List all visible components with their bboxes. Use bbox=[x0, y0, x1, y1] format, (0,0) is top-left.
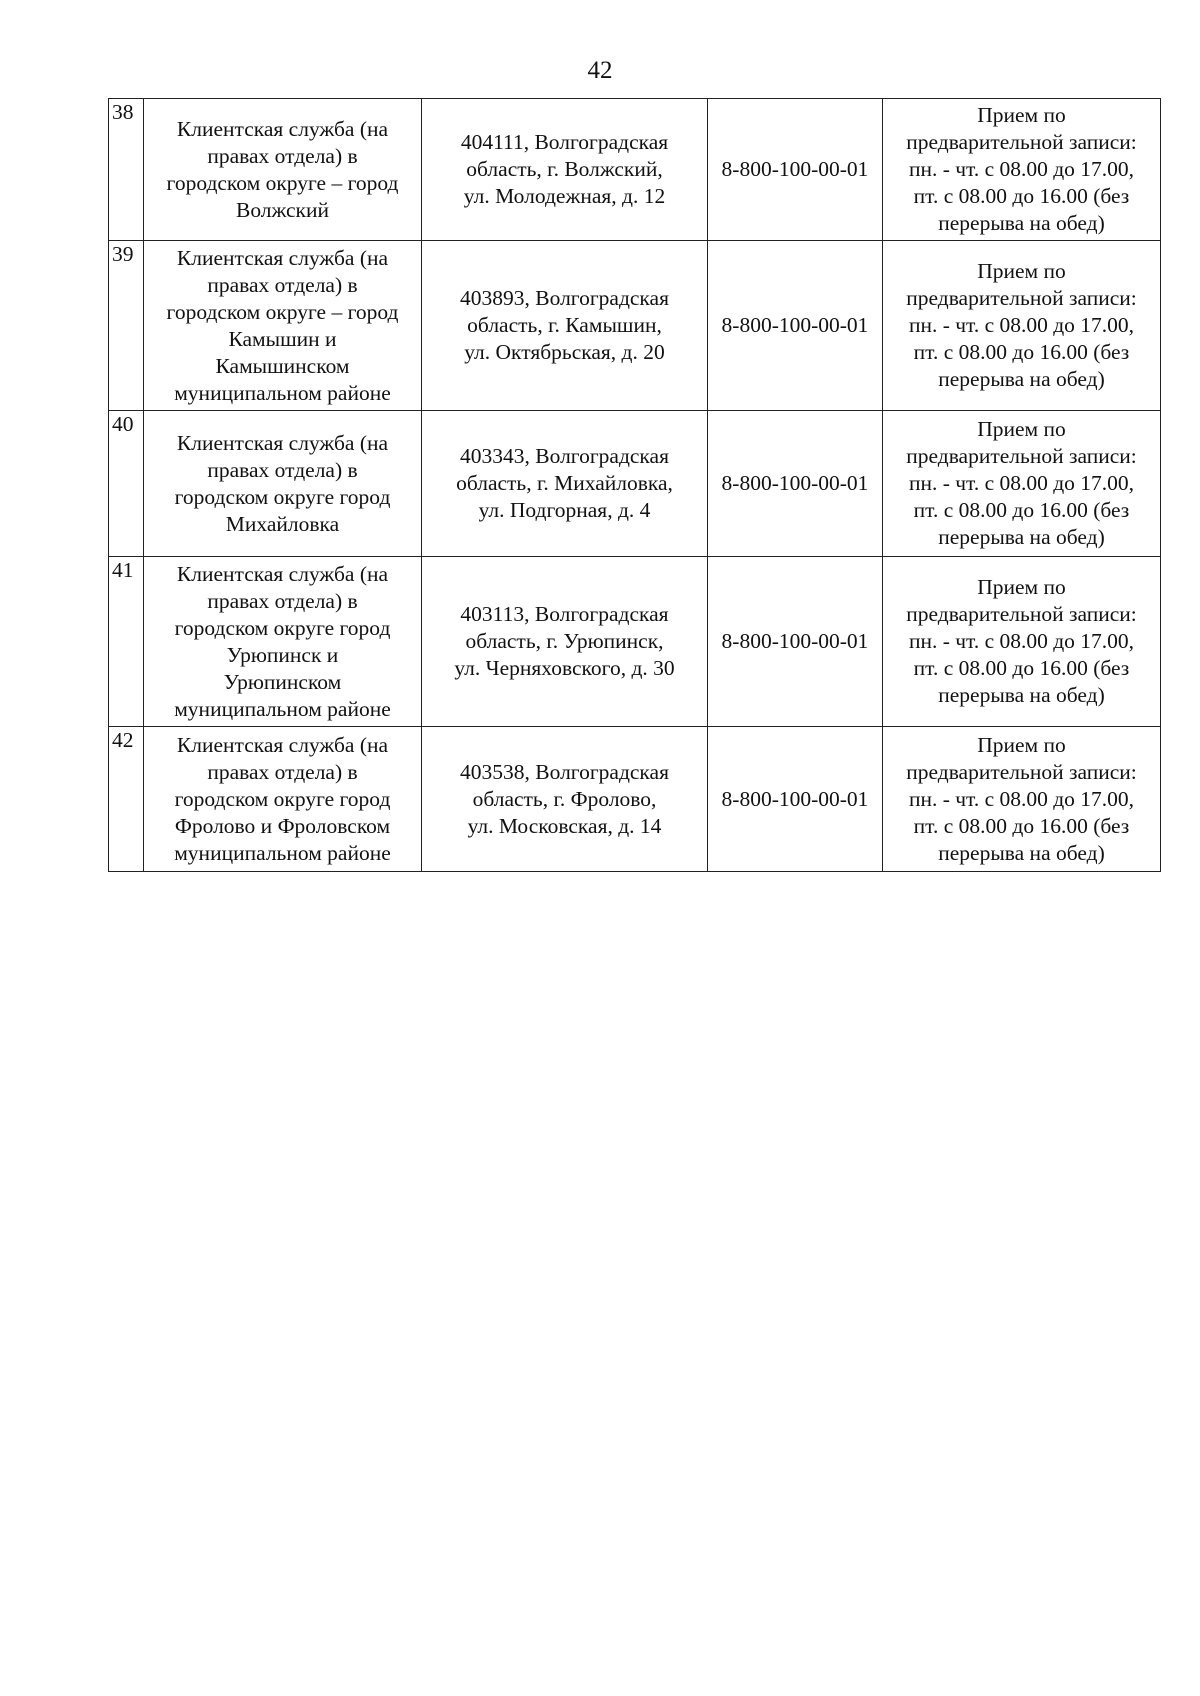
office-schedule-cell bbox=[883, 727, 1161, 872]
table-row bbox=[109, 241, 1161, 411]
table-row bbox=[109, 411, 1161, 557]
row-number: 38 bbox=[109, 99, 144, 241]
office-name: Клиентская служба (на правах отдела) в городском округе город Урюпинск и Урюпинском муниципальном районе bbox=[174, 561, 391, 721]
office-schedule: Прием по предварительной записи: пн. - чт. с 08.00 до 17.00, пт. с 08.00 до 16.00 (без перерыва на обед) bbox=[906, 417, 1137, 549]
office-address: 404111, Волгоградская область, г. Волжский, ул. Молодежная, д. 12 bbox=[460, 130, 669, 208]
office-schedule-cell bbox=[883, 241, 1161, 411]
office-phone: 8-800-100-00-01 bbox=[708, 99, 883, 241]
row-number: 40 bbox=[109, 411, 144, 557]
row-number: 39 bbox=[109, 241, 144, 411]
office-address-cell bbox=[422, 411, 708, 557]
office-phone: 8-800-100-00-01 bbox=[708, 411, 883, 557]
office-address: 403343, Волгоградская область, г. Михайловка, ул. Подгорная, д. 4 bbox=[456, 444, 673, 522]
office-name-cell bbox=[144, 99, 422, 241]
office-address-cell bbox=[422, 99, 708, 241]
office-schedule: Прием по предварительной записи: пн. - чт. с 08.00 до 17.00, пт. с 08.00 до 16.00 (без перерыва на обед) bbox=[906, 732, 1137, 865]
office-phone: 8-800-100-00-01 bbox=[708, 727, 883, 872]
table-row bbox=[109, 557, 1161, 727]
office-name: Клиентская служба (на правах отдела) в городском округе – город Камышин и Камышинском муниципальном районе bbox=[166, 245, 399, 405]
office-schedule-cell bbox=[883, 411, 1161, 557]
office-phone: 8-800-100-00-01 bbox=[708, 241, 883, 411]
row-number: 41 bbox=[109, 557, 144, 727]
office-phone: 8-800-100-00-01 bbox=[708, 557, 883, 727]
office-address-cell bbox=[422, 557, 708, 727]
table-row bbox=[109, 727, 1161, 872]
office-name: Клиентская служба (на правах отдела) в городском округе город Фролово и Фроловском муниципальном районе bbox=[174, 732, 391, 865]
office-address-cell bbox=[422, 241, 708, 411]
table-row bbox=[109, 99, 1161, 241]
office-name: Клиентская служба (на правах отдела) в городском округе город Михайловка bbox=[174, 430, 391, 536]
office-name-cell bbox=[144, 727, 422, 872]
office-name-cell bbox=[144, 241, 422, 411]
office-address: 403113, Волгоградская область, г. Урюпинск, ул. Черняховского, д. 30 bbox=[454, 602, 675, 680]
row-number: 42 bbox=[109, 727, 144, 872]
office-name: Клиентская служба (на правах отдела) в городском округе – город Волжский bbox=[166, 116, 399, 222]
office-schedule: Прием по предварительной записи: пн. - чт. с 08.00 до 17.00, пт. с 08.00 до 16.00 (без перерыва на обед) bbox=[906, 103, 1137, 235]
office-name-cell bbox=[144, 411, 422, 557]
office-address-cell bbox=[422, 727, 708, 872]
office-schedule-cell bbox=[883, 557, 1161, 727]
page-number: 42 bbox=[587, 57, 613, 84]
office-address: 403538, Волгоградская область, г. Фролово, ул. Московская, д. 14 bbox=[460, 759, 669, 838]
client-services-table bbox=[108, 98, 1161, 872]
office-name-cell bbox=[144, 557, 422, 727]
office-schedule: Прием по предварительной записи: пн. - чт. с 08.00 до 17.00, пт. с 08.00 до 16.00 (без перерыва на обед) bbox=[906, 259, 1137, 391]
office-schedule-cell bbox=[883, 99, 1161, 241]
office-address: 403893, Волгоградская область, г. Камышин, ул. Октябрьская, д. 20 bbox=[460, 286, 669, 364]
office-schedule: Прием по предварительной записи: пн. - чт. с 08.00 до 17.00, пт. с 08.00 до 16.00 (без перерыва на обед) bbox=[906, 575, 1137, 707]
